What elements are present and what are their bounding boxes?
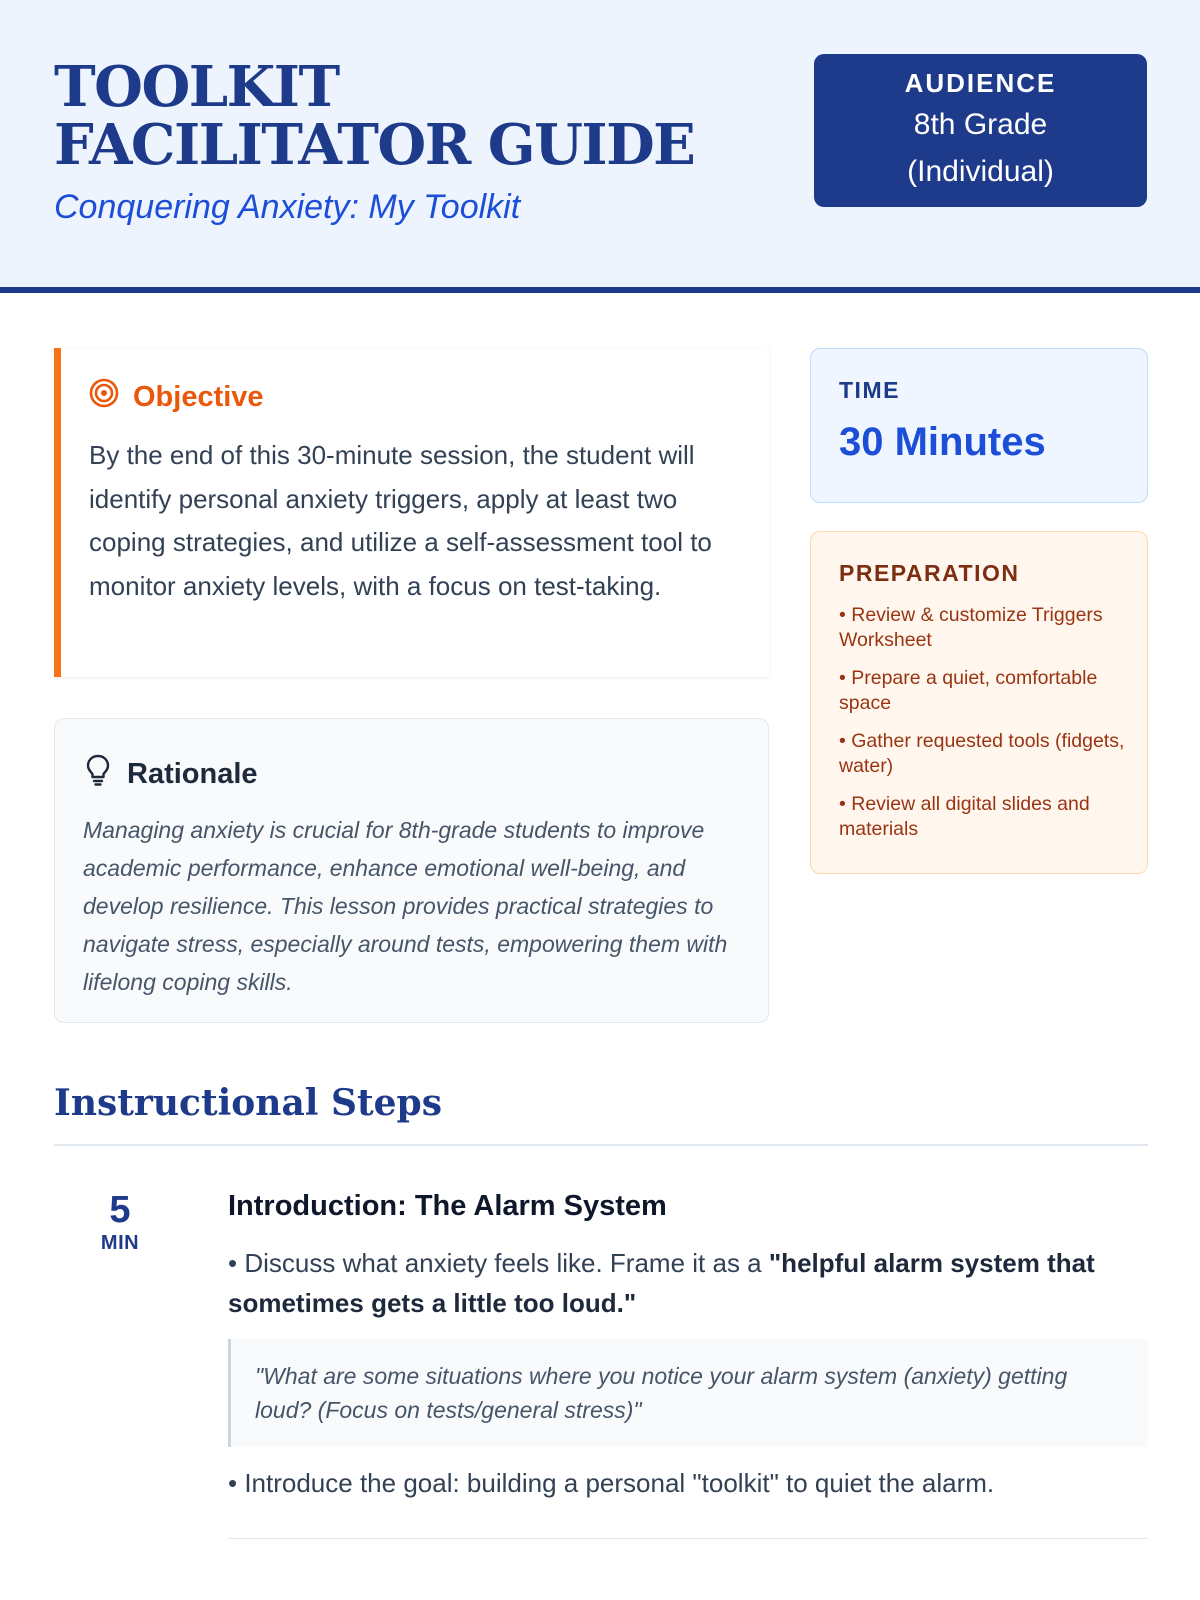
preparation-item: • Gather requested tools (fidgets, water) bbox=[839, 730, 1125, 777]
page-header bbox=[0, 0, 1200, 293]
preparation-label: PREPARATION bbox=[839, 560, 1020, 586]
page-title: TOOLKIT FACILITATOR GUIDE bbox=[54, 54, 695, 178]
section-title-instructional-steps: Instructional Steps bbox=[54, 1082, 442, 1124]
objective-card bbox=[54, 348, 769, 677]
page-subtitle: Conquering Anxiety: My Toolkit bbox=[54, 188, 521, 226]
audience-label: AUDIENCE bbox=[904, 68, 1057, 98]
step-bullet bbox=[228, 1243, 1148, 1323]
divider bbox=[54, 1144, 1148, 1146]
step-bullet: • Introduce the goal: building a personal "toolkit" to quiet the alarm. bbox=[228, 1468, 995, 1498]
step-title: Introduction: The Alarm System bbox=[228, 1190, 667, 1222]
audience-value: 8th Grade (Individual) bbox=[907, 108, 1054, 188]
step-minutes-unit: MIN bbox=[100, 1232, 140, 1254]
preparation-list bbox=[839, 603, 1127, 842]
step-duration bbox=[80, 1188, 160, 1255]
rationale-text: Managing anxiety is crucial for 8th-grade students to improve academic performance, enhance emotional well-being, and develop resilience. This lesson provides practical strategies to navigate stress, especially around tests, empowering them with lifelong coping skills. bbox=[83, 817, 728, 995]
step-content bbox=[228, 1190, 1148, 1503]
preparation-item: • Prepare a quiet, comfortable space bbox=[839, 667, 1098, 714]
target-icon bbox=[89, 378, 119, 416]
objective-text: By the end of this 30-minute session, the student will identify personal anxiety triggers, apply at least two coping strategies, and utilize a self-assessment tool to monitor anxiety levels, with a focus on test-taking. bbox=[89, 440, 712, 601]
divider bbox=[228, 1538, 1148, 1539]
time-value: 30 Minutes bbox=[839, 420, 1046, 464]
step-bullet-emphasis: "helpful alarm system that sometimes gets a little too loud." bbox=[228, 1248, 1095, 1318]
audience-badge bbox=[814, 54, 1147, 207]
rationale-heading: Rationale bbox=[127, 757, 258, 790]
preparation-item: • Review & customize Triggers Worksheet bbox=[839, 604, 1103, 651]
preparation-card bbox=[810, 531, 1148, 874]
time-card bbox=[810, 348, 1148, 503]
preparation-item: • Review all digital slides and materials bbox=[839, 793, 1090, 840]
rationale-card bbox=[54, 718, 769, 1023]
step-bullet-text: • Discuss what anxiety feels like. Frame it as a bbox=[228, 1248, 769, 1278]
time-label: TIME bbox=[839, 377, 900, 403]
lightbulb-icon bbox=[83, 753, 113, 795]
step-minutes: 5 bbox=[109, 1189, 131, 1231]
objective-heading: Objective bbox=[133, 380, 264, 413]
discussion-quote: "What are some situations where you notice your alarm system (anxiety) getting loud? (Focus on tests/general stress)" bbox=[228, 1339, 1148, 1447]
